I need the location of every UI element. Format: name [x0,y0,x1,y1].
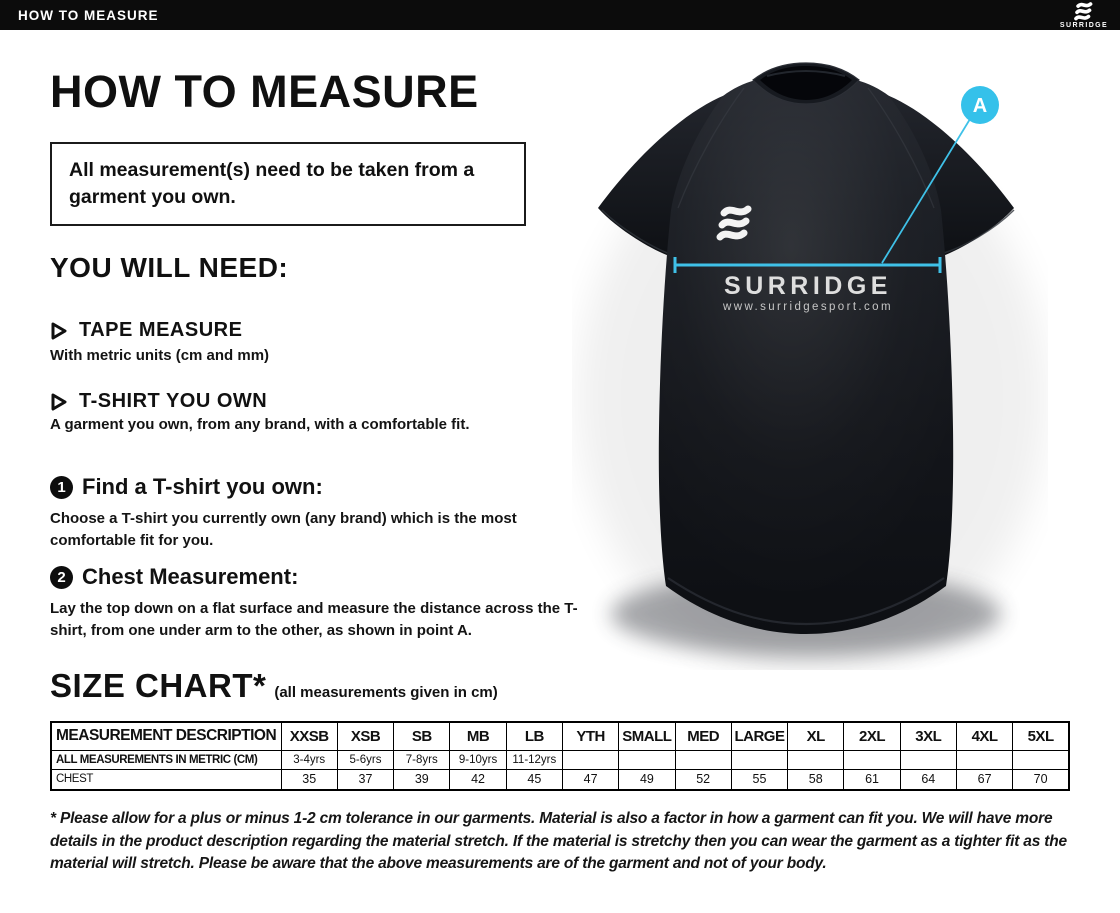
col-size-large: LARGE [731,722,787,750]
size-value-cell: 9-10yrs [450,750,506,769]
you-will-need-heading: YOU WILL NEED: [50,252,289,283]
tolerance-footnote: * Please allow for a plus or minus 1-2 cm tolerance in our garments. Material is also a factor in how a garment can fit you. We will have more details in the product description regarding the material stretch. If the material is stretchy then you can wear the garment as a tighter fit as the material will stretch. Please be aware that the above measurements are of the garment and not of your body. [50,810,1067,872]
row-label: CHEST [51,769,281,790]
need-item-tshirt [50,390,469,433]
size-value-cell: 61 [844,769,900,790]
size-value-cell: 70 [1013,769,1069,790]
col-measurement-description: MEASUREMENT DESCRIPTION [51,722,281,750]
size-value-cell: 7-8yrs [394,750,450,769]
marker-a-label: A [972,95,988,117]
need-item-title: T-SHIRT YOU OWN [79,390,268,412]
page-title: HOW TO MEASURE [50,66,479,117]
size-value-cell: 42 [450,769,506,790]
size-value-cell: 47 [562,769,618,790]
size-value-cell: 5-6yrs [337,750,393,769]
col-size-5xl: 5XL [1013,722,1069,750]
size-chart-table [50,721,1070,791]
size-value-cell: 3-4yrs [281,750,337,769]
size-chart-subtitle: (all measurements given in cm) [274,684,498,701]
col-size-xxsb: XXSB [281,722,337,750]
step-title: Find a T-shirt you own: [82,474,323,499]
need-item-tape-measure [50,319,269,364]
col-size-xl: XL [788,722,844,750]
marker-a [961,86,999,124]
size-value-cell: 55 [731,769,787,790]
size-value-cell [731,750,787,769]
size-chart-title: SIZE CHART* [50,667,267,704]
top-bar-title: HOW TO MEASURE [18,7,159,23]
step-number-badge: 2 [50,566,73,589]
col-size-small: SMALL [619,722,675,750]
col-size-yth: YTH [562,722,618,750]
surridge-s-chest-icon [720,209,748,237]
step-description: Choose a T-shirt you currently own (any brand) which is the most comfortable fit for you. [50,510,517,549]
col-size-mb: MB [450,722,506,750]
step-2 [50,564,605,642]
size-value-cell [844,750,900,769]
col-size-sb: SB [394,722,450,750]
shirt-brand-text: SURRIDGE [724,272,892,300]
need-item-description: A garment you own, from any brand, with a comfortable fit. [50,416,470,433]
col-size-xsb: XSB [337,722,393,750]
size-value-cell: 45 [506,769,562,790]
step-description: Lay the top down on a flat surface and measure the distance across the T-shirt, from one under arm to the other, as shown in point A. [50,600,578,639]
size-value-cell: 39 [394,769,450,790]
shirt-url-text: www.surridgesport.com [723,301,893,313]
size-value-cell [1013,750,1069,769]
row-label: ALL MEASUREMENTS IN METRIC (CM) [51,750,281,769]
size-value-cell: 49 [619,769,675,790]
size-value-cell [788,750,844,769]
col-size-3xl: 3XL [900,722,956,750]
size-chart-heading [50,667,498,705]
size-value-cell: 64 [900,769,956,790]
col-size-lb: LB [506,722,562,750]
need-item-description: With metric units (cm and mm) [50,347,270,364]
size-value-cell: 58 [788,769,844,790]
size-value-cell [675,750,731,769]
triangle-bullet-icon [50,392,68,412]
surridge-s-icon [1058,2,1110,29]
table-row [51,769,1069,790]
step-title: Chest Measurement: [82,564,299,589]
size-value-cell [619,750,675,769]
size-value-cell: 35 [281,769,337,790]
col-size-4xl: 4XL [956,722,1012,750]
need-item-title: TAPE MEASURE [79,319,243,341]
measurement-notice-box [50,142,526,226]
tshirt-graphic [572,58,1048,670]
col-size-med: MED [675,722,731,750]
step-1 [50,474,585,552]
size-chart-header-row [51,722,1069,750]
size-value-cell: 67 [956,769,1012,790]
size-value-cell: 11-12yrs [506,750,562,769]
step-number-badge: 1 [50,476,73,499]
size-value-cell [562,750,618,769]
size-value-cell: 52 [675,769,731,790]
top-bar [0,0,1120,30]
tshirt-diagram [572,58,1048,670]
surridge-logo-text: SURRIDGE [1059,22,1109,29]
size-value-cell [900,750,956,769]
size-value-cell: 37 [337,769,393,790]
measurement-notice-text: All measurement(s) need to be taken from a garment you own. [69,159,475,208]
size-value-cell [956,750,1012,769]
surridge-logo [1058,2,1110,29]
triangle-bullet-icon [50,321,68,341]
col-size-2xl: 2XL [844,722,900,750]
table-row [51,750,1069,769]
